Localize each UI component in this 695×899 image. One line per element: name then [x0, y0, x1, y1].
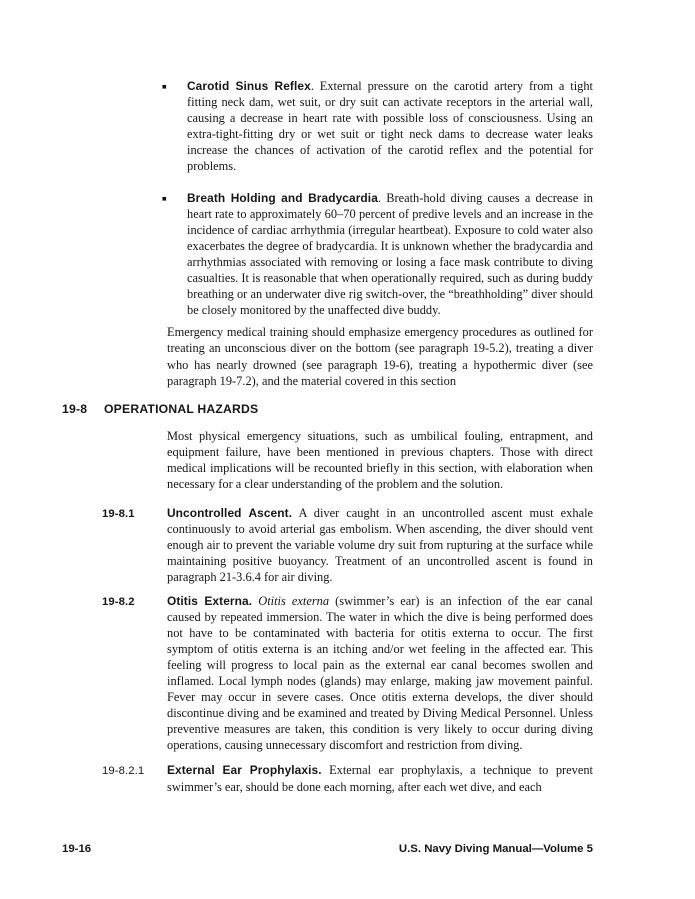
- subsection-external-ear-prophylaxis: [102, 762, 593, 794]
- section-title: OPERATIONAL HAZARDS: [104, 401, 259, 416]
- bullet-label: Breath Holding and Bradycardia: [187, 190, 378, 205]
- bullet-text: [187, 190, 593, 319]
- paragraph-number: 19-8.2: [102, 595, 135, 608]
- bullet-item-carotid-sinus-reflex: [162, 78, 593, 175]
- paragraph-number: 19-8.1: [102, 508, 135, 521]
- subsection-text: External ear prophylaxis, a technique to prevent swimmer’s ear, should be done each morning, after each wet dive, and each: [167, 763, 593, 794]
- bullet-square-icon: ■: [162, 82, 167, 91]
- bullet-item-breath-holding-bradycardia: [162, 190, 593, 319]
- subsection-otitis-externa: [102, 593, 593, 754]
- bullet-body-text: . External pressure on the carotid artery from a tight fitting neck dam, wet suit, or dry suit can activate receptors in the arterial wall, causing a decrease in heart rate with possible loss of consciousness. Using an extra-tight-fitting dry or wet suit or tight neck dams to decrease water leaks increase the chances of activation of the carotid reflex and the potential for problems.: [187, 79, 593, 174]
- bullet-body-text: . Breath-hold diving causes a decrease in heart rate to approximately 60–70 percent of predive levels and an increase in the incidence of cardiac arrhythmia (irregular heartbeat). Exposure to cold water also exacerbates the degree of bradycardia. It is unknown whether the bradycardia and arrhythmias associated with removing or losing a face mask contribute to diving casualties. It is reasonable that when operationally required, such as during buddy breathing or an underwater dive rig switch-over, the “breathholding” diver should be closely monitored by the unaffected dive buddy.: [187, 190, 593, 318]
- subsection-text: A diver caught in an uncontrolled ascent must exhale continuously to avoid arterial gas embolism. When ascending, the diver should vent enough air to prevent the variable volume dry suit from rupturing at the surface while maintaining positive buoyancy. Treatment of an uncontrolled ascent is found in paragraph 21-3.6.4 for air diving.: [167, 506, 594, 585]
- section-intro-paragraph: Most physical emergency situations, such as umbilical fouling, entrapment, and equipment failure, have been mentioned in previous chapters. Those with direct medical implications will be recounted briefly in this section, with elaboration when necessary for a clear understanding of the problem and the solution.: [167, 428, 593, 491]
- run-in-label: Uncontrolled Ascent.: [167, 506, 293, 521]
- run-in-label: External Ear Prophylaxis.: [167, 763, 322, 778]
- paragraph-number: 19-8.2.1: [102, 765, 145, 778]
- intro-paragraph: Emergency medical training should emphasize emergency procedures as outlined for treating an unconscious diver on the bottom (see paragraph 19-5.2), treating a diver who has nearly drowned (see paragraph 19-6), treating a hypothermic diver (see paragraph 19-7.2), and the material covered in this section: [167, 325, 593, 388]
- bullet-square-icon: ■: [162, 193, 167, 203]
- footer-page-number: 19-16: [62, 843, 92, 855]
- bullet-text: [187, 78, 593, 175]
- bullet-label: Carotid Sinus Reflex: [187, 79, 311, 93]
- page-content: [62, 78, 594, 795]
- footer-manual-title: U.S. Navy Diving Manual—Volume 5: [398, 843, 593, 855]
- subsection-uncontrolled-ascent: [102, 505, 594, 585]
- section-number: 19-8: [62, 401, 88, 416]
- subsection-text: (swimmer’s ear) is an infection of the ear canal caused by repeated immersion. The water in which the dive is being performed does not have to be contaminated with bacteria for otitis externa to occur. The first symptom of otitis externa is an itching and/or wet feeling in the affected ear. This feeling will progress to local pain as the external ear canal becomes swollen and inflamed. Local lymph nodes (glands) may enlarge, making jaw movement painful. Fever may occur in severe cases. Once otitis externa develops, the diver should discontinue diving and be examined and treated by Diving Medical Personnel. Unless preventive measures are taken, this condition is very likely to occur during diving operations, causing unnecessary discomfort and restriction from diving.: [167, 593, 593, 753]
- italic-term: Otitis externa: [258, 593, 330, 608]
- run-in-label: Otitis Externa.: [167, 593, 253, 608]
- section-heading: [62, 402, 593, 417]
